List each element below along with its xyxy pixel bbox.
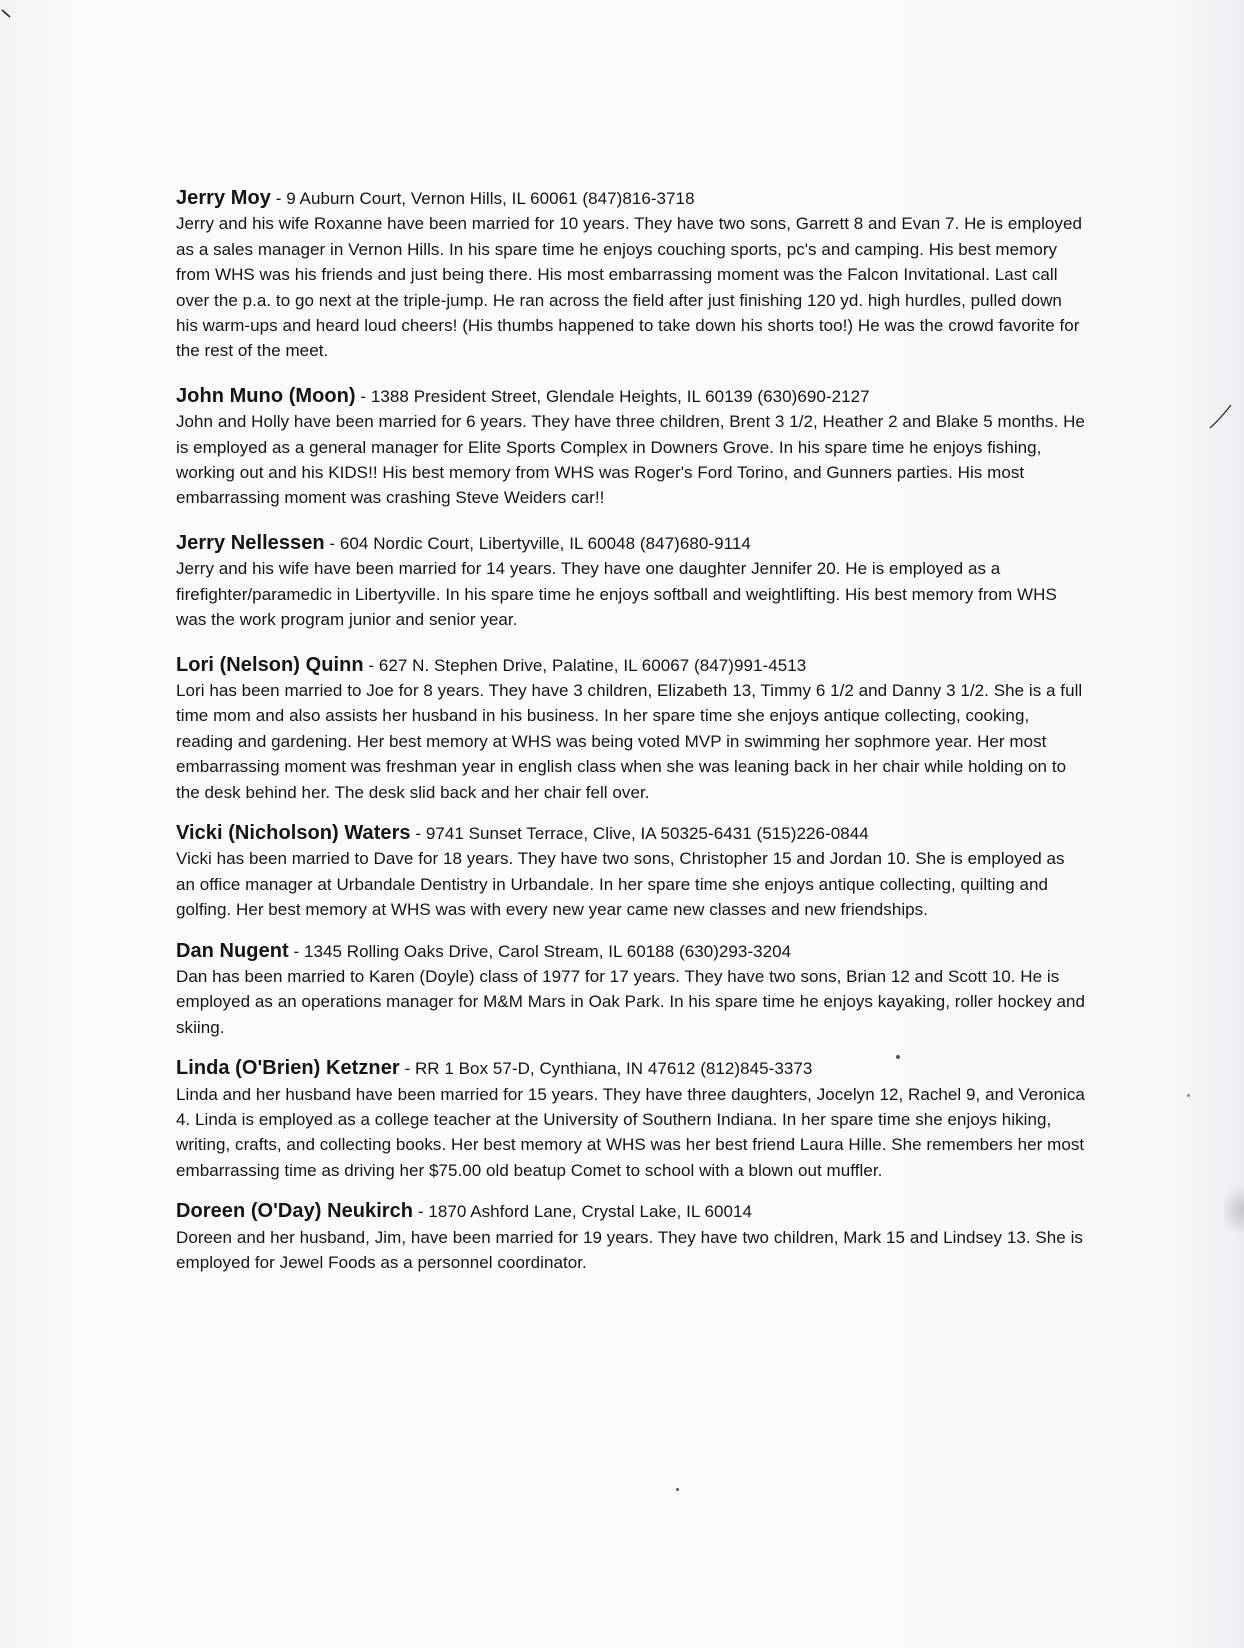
entry-separator: - (324, 533, 340, 553)
corner-mark (0, 8, 12, 20)
pen-mark (1205, 402, 1235, 432)
entry-contact: 1870 Ashford Lane, Crystal Lake, IL 60014 (428, 1202, 753, 1222)
speck-2 (676, 1488, 679, 1491)
entry-dan-nugent (176, 939, 1086, 1041)
entry-contact: 1388 President Street, Glendale Heights, IL 60139 (630)690-2127 (370, 386, 870, 406)
entry-body: Doreen and her husband, Jim, have been married for 19 years. They have two children, Mark 15 and Lindsey 13. She is employed for Jewel Foods as a personnel coordinator. (176, 1227, 1083, 1273)
entry-contact: RR 1 Box 57-D, Cynthiana, IN 47612 (812)845-3373 (414, 1059, 813, 1079)
entry-name: Jerry Moy (176, 187, 271, 209)
entry-lori-quinn (176, 653, 1086, 805)
entry-jerry-moy (176, 186, 1086, 364)
entry-jerry-nellessen (176, 531, 1086, 633)
entry-linda-ketzner (176, 1056, 1086, 1183)
entry-body: Jerry and his wife have been married for 14 years. They have one daughter Jennifer 20. He is employed as a firefighter/paramedic in Libertyville. In his spare time he enjoys softball and weightlifting. His best memory from WHS was the work program junior and senior year. (176, 559, 1057, 630)
entry-separator: - (413, 1202, 429, 1222)
entry-name: Vicki (Nicholson) Waters (176, 821, 411, 844)
entry-contact: 627 N. Stephen Drive, Palatine, IL 60067 (847)991-4513 (378, 655, 807, 675)
speck-3 (1187, 1094, 1190, 1097)
entry-name: John Muno (Moon) (176, 384, 356, 407)
entry-body: Linda and her husband have been married for 15 years. They have three daughters, Jocelyn 12, Rachel 9, and Veronica 4. Linda is employed as a college teacher at the University of Southern Indiana. In her spare time she enjoys hiking, writing, crafts, and collecting books. Her best memory at WHS was her best friend Laura Hille. She remembers her most embarrassing time as driving her $75.00 old beatup Comet to school with a blown out muffler. (176, 1084, 1085, 1180)
entry-doreen-neukirch (176, 1199, 1086, 1275)
page-edge-shadow (1224, 1180, 1244, 1240)
entry-john-muno (176, 384, 1086, 511)
entry-separator: - (399, 1059, 415, 1079)
entry-contact: 9741 Sunset Terrace, Clive, IA 50325-6431 (515)226-0844 (425, 823, 869, 843)
entry-contact: 604 Nordic Court, Libertyville, IL 60048 (847)680-9114 (339, 533, 751, 553)
entry-contact: 1345 Rolling Oaks Drive, Carol Stream, IL 60188 (630)293-3204 (303, 941, 792, 961)
entry-body: Jerry and his wife Roxanne have been married for 10 years. They have two sons, Garrett 8 and Evan 7. He is employed as a sales manager in Vernon Hills. In his spare time he enjoys couching sports, pc's and camping. His best memory from WHS was his friends and just being there. His most embarrassing moment was the Falcon Invitational. Last call over the p.a. to go next at the triple-jump. He ran across the field after just finishing 120 yd. high hurdles, pulled down his warm-ups and heard loud cheers! (His thumbs happened to take down his shorts too!) He was the crowd favorite for the rest of the meet. (176, 214, 1082, 361)
entry-separator: - (355, 386, 371, 406)
entry-vicki-waters (176, 821, 1086, 923)
entry-name: Jerry Nellessen (176, 531, 325, 554)
entry-body: Lori has been married to Joe for 8 years. They have 3 children, Elizabeth 13, Timmy 6 1/2 and Danny 3 1/2. She is a full time mom and also assists her husband in his business. In her spare time she enjoys antique collecting, cooking, reading and gardening. Her best memory at WHS was being voted MVP in swimming her sophmore year. Her most embarrassing moment was freshman year in english class when she was leaning back in her chair while holding on to the desk behind her. The desk slid back and her chair fell over. (176, 680, 1083, 802)
entry-name: Linda (O'Brien) Ketzner (176, 1057, 400, 1080)
entry-body: Dan has been married to Karen (Doyle) class of 1977 for 17 years. They have two sons, Brian 12 and Scott 10. He is employed as an operations manager for M&M Mars in Oak Park. In his spare time he enjoys kayaking, roller hockey and skiing. (176, 966, 1086, 1037)
entry-separator: - (363, 655, 379, 675)
entry-separator: - (288, 941, 304, 961)
entry-name: Doreen (O'Day) Neukirch (176, 1200, 414, 1223)
entry-separator: - (410, 823, 426, 843)
entry-separator: - (270, 189, 287, 208)
entry-name: Lori (Nelson) Quinn (176, 653, 364, 676)
entry-contact: 9 Auburn Court, Vernon Hills, IL 60061 (847)816-3718 (286, 189, 695, 208)
entry-body: Vicki has been married to Dave for 18 years. They have two sons, Christopher 15 and Jordan 10. She is employed as an office manager at Urbandale Dentistry in Urbandale. In her spare time she enjoys antique collecting, quilting and golfing. Her best memory at WHS was with every new year came new classes and new friendships. (176, 849, 1065, 920)
entries-list (176, 186, 1086, 1275)
entry-body: John and Holly have been married for 6 years. They have three children, Brent 3 1/2, Heather 2 and Blake 5 months. He is employed as a general manager for Elite Sports Complex in Downers Grove. In his spare time he enjoys fishing, working out and his KIDS!! His best memory from WHS was Roger's Ford Torino, and Gunners parties. His most embarrassing moment was crashing Steve Weiders car!! (176, 412, 1085, 508)
entry-name: Dan Nugent (176, 939, 289, 962)
